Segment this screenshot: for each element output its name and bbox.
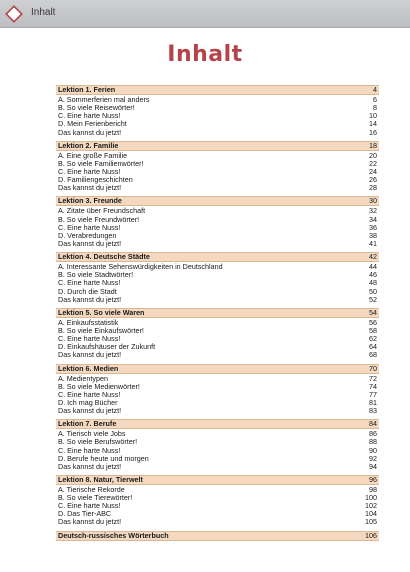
entry-page-number: 48	[369, 278, 377, 288]
section-page-number: 96	[369, 474, 377, 484]
toc-section-header[interactable]	[56, 475, 379, 485]
entry-page-number: 44	[369, 262, 377, 272]
entry-label: A. Tierisch viele Jobs	[58, 429, 126, 439]
entry-label: C. Eine harte Nuss!	[58, 334, 121, 344]
section-page-number: 106	[365, 530, 377, 540]
section-title: Lektion 8. Natur, Tierwelt	[58, 474, 143, 484]
entry-label: A. Eine große Familie	[58, 150, 128, 160]
entry-page-number: 14	[369, 119, 377, 129]
toc-section	[56, 85, 379, 137]
section-title: Lektion 6. Medien	[58, 363, 119, 373]
section-page-number: 84	[369, 419, 377, 429]
toc-section	[56, 531, 379, 541]
entry-page-number: 86	[369, 429, 377, 439]
toc-section-header[interactable]	[56, 531, 379, 541]
entry-page-number: 36	[369, 222, 377, 232]
entry-page-number: 8	[373, 103, 377, 113]
entry-page-number: 26	[369, 175, 377, 185]
entry-page-number: 28	[369, 183, 377, 193]
toc-section	[56, 252, 379, 304]
entry-page-number: 46	[369, 270, 377, 280]
toc-section-header[interactable]	[56, 364, 379, 374]
entry-label: D. Einkaufshäuser der Zukunft	[58, 342, 156, 352]
section-page-number: 42	[369, 252, 377, 262]
entry-label: A. Sommerferien mal anders	[58, 95, 150, 104]
entry-page-number: 50	[369, 286, 377, 296]
page-title: Inhalt	[167, 42, 243, 67]
entry-label: B. So viele Tierewörter!	[58, 493, 133, 503]
section-title: Lektion 7. Berufe	[58, 419, 117, 429]
diamond-icon	[5, 5, 23, 23]
entry-page-number: 83	[369, 406, 377, 416]
entry-page-number: 32	[369, 206, 377, 216]
toc-section-header[interactable]	[56, 308, 379, 318]
entry-label: C. Eine harte Nuss!	[58, 278, 121, 288]
entry-page-number: 81	[369, 397, 377, 407]
entry-page-number: 74	[369, 381, 377, 391]
entry-label: C. Eine harte Nuss!	[58, 445, 121, 455]
toc-section-header[interactable]	[56, 85, 379, 95]
entry-page-number: 105	[365, 517, 377, 527]
section-title: Lektion 4. Deutsche Städte	[58, 252, 150, 262]
entry-label: A. Interessante Sehenswürdigkeiten in Deutschland	[58, 262, 223, 272]
entry-page-number: 22	[369, 158, 377, 168]
entry-label: Das kannst du jetzt!	[58, 517, 122, 527]
toc-entry[interactable]	[56, 463, 379, 471]
toc-section-header[interactable]	[56, 419, 379, 429]
section-title: Lektion 2. Familie	[58, 140, 119, 150]
entry-label: A. Zitate über Freundschaft	[58, 206, 146, 216]
toc-entry[interactable]	[56, 351, 379, 359]
entry-page-number: 38	[369, 230, 377, 240]
entry-label: Das kannst du jetzt!	[58, 350, 122, 360]
entry-label: A. Medientypen	[58, 373, 108, 383]
entry-label: B. So viele Einkaufswörter!	[58, 325, 144, 335]
toc-section-header[interactable]	[56, 141, 379, 151]
entry-page-number: 104	[365, 509, 377, 519]
entry-page-number: 24	[369, 166, 377, 176]
entry-label: C. Eine harte Nuss!	[58, 501, 121, 511]
toc-section	[56, 141, 379, 193]
toc-entry[interactable]	[56, 184, 379, 192]
entry-page-number: 34	[369, 214, 377, 224]
toc-section-header[interactable]	[56, 252, 379, 262]
entry-label: D. Das Tier-ABC	[58, 509, 112, 519]
header-label: Inhalt	[31, 7, 56, 18]
entry-page-number: 90	[369, 445, 377, 455]
entry-label: Das kannst du jetzt!	[58, 127, 122, 137]
entry-page-number: 64	[369, 342, 377, 352]
entry-page-number: 20	[369, 150, 377, 160]
entry-page-number: 92	[369, 453, 377, 463]
entry-page-number: 10	[369, 111, 377, 121]
entry-page-number: 41	[369, 238, 377, 248]
entry-label: Das kannst du jetzt!	[58, 406, 122, 416]
toc-section	[56, 419, 379, 471]
section-page-number: 18	[369, 140, 377, 150]
entry-label: Das kannst du jetzt!	[58, 238, 122, 248]
section-page-number: 4	[373, 85, 377, 94]
section-page-number: 54	[369, 307, 377, 317]
entry-page-number: 88	[369, 437, 377, 447]
entry-label: D. Berufe heute und morgen	[58, 453, 149, 463]
entry-page-number: 77	[369, 389, 377, 399]
entry-label: B. So viele Medienwörter!	[58, 381, 140, 391]
section-title: Lektion 3. Freunde	[58, 196, 122, 206]
entry-label: A. Tierische Rekorde	[58, 484, 125, 494]
entry-label: B. So viele Stadtwörter!	[58, 270, 134, 280]
entry-page-number: 100	[365, 493, 377, 503]
entry-label: C. Eine harte Nuss!	[58, 111, 121, 121]
entry-label: B. So viele Familienwörter!	[58, 158, 144, 168]
entry-page-number: 102	[365, 501, 377, 511]
header-bar	[0, 0, 410, 28]
entry-label: D. Familiengeschichten	[58, 175, 133, 185]
entry-label: B. So viele Freundwörter!	[58, 214, 140, 224]
toc-entry[interactable]	[56, 518, 379, 526]
entry-label: Das kannst du jetzt!	[58, 183, 122, 193]
section-title: Deutsch-russisches Wörterbuch	[58, 530, 169, 540]
toc-section	[56, 308, 379, 360]
entry-label: Das kannst du jetzt!	[58, 461, 122, 471]
toc-entry[interactable]	[56, 407, 379, 415]
entry-page-number: 6	[373, 95, 377, 104]
entry-label: D. Durch die Stadt	[58, 286, 117, 296]
toc-entry[interactable]	[56, 296, 379, 304]
toc-entry[interactable]	[56, 240, 379, 248]
entry-label: C. Eine harte Nuss!	[58, 222, 121, 232]
entry-page-number: 52	[369, 294, 377, 304]
toc-section	[56, 475, 379, 527]
section-page-number: 70	[369, 363, 377, 373]
entry-label: D. Verabredungen	[58, 230, 117, 240]
entry-label: B. So viele Berufswörter!	[58, 437, 138, 447]
entry-label: C. Eine harte Nuss!	[58, 166, 121, 176]
section-title: Lektion 5. So viele Waren	[58, 307, 145, 317]
entry-page-number: 94	[369, 461, 377, 471]
entry-page-number: 68	[369, 350, 377, 360]
entry-label: C. Eine harte Nuss!	[58, 389, 121, 399]
section-page-number: 30	[369, 196, 377, 206]
table-of-contents	[56, 85, 379, 545]
entry-page-number: 62	[369, 334, 377, 344]
entry-label: D. Ich mag Bücher	[58, 397, 118, 407]
toc-entry[interactable]	[56, 129, 379, 137]
entry-label: A. Einkaufsstatistik	[58, 317, 119, 327]
section-title: Lektion 1. Ferien	[58, 85, 116, 94]
entry-page-number: 98	[369, 484, 377, 494]
entry-page-number: 16	[369, 127, 377, 137]
entry-label: B. So viele Reisewörter!	[58, 103, 135, 113]
toc-section-header[interactable]	[56, 196, 379, 206]
entry-page-number: 56	[369, 317, 377, 327]
toc-section	[56, 196, 379, 248]
entry-page-number: 72	[369, 373, 377, 383]
entry-label: D. Mein Ferienbericht	[58, 119, 127, 129]
entry-page-number: 58	[369, 325, 377, 335]
entry-label: Das kannst du jetzt!	[58, 294, 122, 304]
toc-section	[56, 364, 379, 416]
